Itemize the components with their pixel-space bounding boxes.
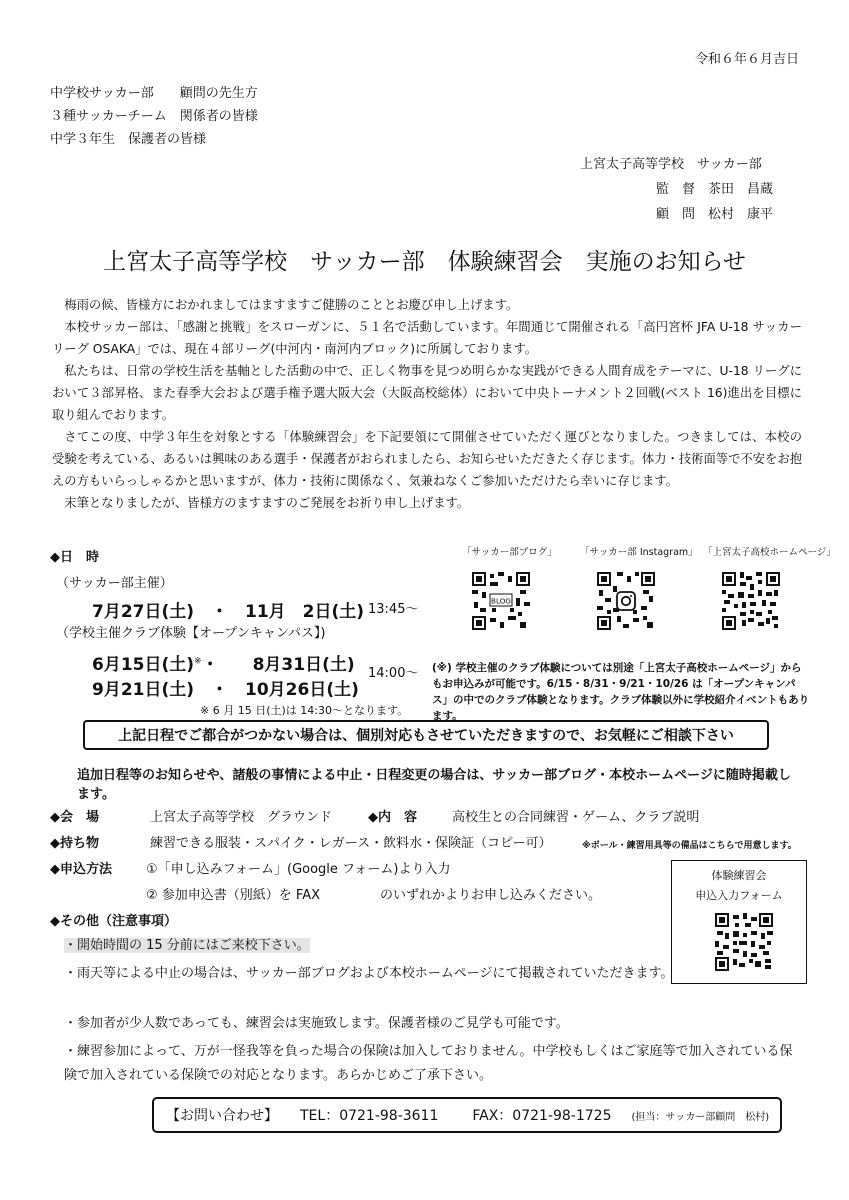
belongings-note: ※ボール・練習用具等の備品はこちらで用意します。 xyxy=(582,841,797,851)
content-value: 高校生との合同練習・ゲーム、クラブ説明 xyxy=(452,810,700,825)
qr-caption-blog: 「サッカー部ブログ」 xyxy=(462,547,557,558)
sender-advisor: 顧 問 松村 康平 xyxy=(656,207,774,222)
school-date-mark: ※ xyxy=(194,656,202,667)
soccer-host-label: （サッカー部主催） xyxy=(56,576,173,591)
form-box-title: 体験練習会 xyxy=(711,869,767,882)
body-para-1: 梅雨の候、皆様方におかれましてはますますご健勝のこととお慶び申し上げます。 xyxy=(64,298,519,312)
school-dates-1 xyxy=(92,650,355,675)
page-title: 上宮太子高等学校 サッカー部 体験練習会 実施のお知らせ xyxy=(103,249,746,275)
other-item-1-text: ・開始時間の 15 分前にはご来校下さい。 xyxy=(64,938,310,953)
sender-org: 上宮太子高等学校 サッカー部 xyxy=(580,157,762,172)
homepage-qr-code-icon[interactable] xyxy=(722,572,780,630)
school-time-note: ※ 6 月 15 日(土)は 14:30～となります。 xyxy=(200,704,409,717)
other-item-4: ・練習参加によって、万が一怪我等を負った場合の保険は加入しておりません。中学校もしくはご家庭等で加入されている保険で加入されている保険での対応となります。あらかじめご了承下さい。 xyxy=(64,1044,793,1083)
other-label: ◆その他（注意事項） xyxy=(50,914,177,929)
form-box-subtitle: 申込入力フォーム xyxy=(695,889,783,902)
blog-logo-text: BLOG xyxy=(491,596,511,606)
qr-caption-homepage: 「上宮太子高校ホームページ」 xyxy=(703,547,836,558)
school-host-label: （学校主催クラブ体験【オープンキャンパス】) xyxy=(56,626,326,641)
form-qr-code-icon[interactable] xyxy=(715,913,773,971)
recipient-2: ３種サッカーチーム 関係者の皆様 xyxy=(50,109,258,124)
additional-schedule-note: 追加日程等のお知らせや、諸般の事情による中止・日程変更の場合は、サッカー部ブログ・本校ホームページに随時掲載します。 xyxy=(77,768,791,802)
consultation-box xyxy=(83,720,769,750)
other-item-2: ・雨天等による中止の場合は、サッカー部ブログおよび本校ホームページにて掲載されていただきます。 xyxy=(64,966,674,981)
instagram-qr-code-icon[interactable] xyxy=(597,572,655,630)
apply-option-1: ①「申し込みフォーム」(Google フォーム)より入力 xyxy=(146,862,451,877)
issue-date: 令和６年６月吉日 xyxy=(694,52,799,67)
other-item-1 xyxy=(64,936,310,956)
contact-tel[interactable]: TEL：0721-98-3611 xyxy=(300,1108,439,1124)
blog-qr-code-icon[interactable] xyxy=(472,572,530,630)
apply-tail: のいずれかよりお申し込みください。 xyxy=(380,888,602,903)
contact-box xyxy=(152,1097,782,1133)
consultation-text: 上記日程でご都合がつかない場合は、個別対応もさせていただきますので、お気軽にご相談下さい xyxy=(118,728,734,744)
recipient-1: 中学校サッカー部 顧問の先生方 xyxy=(50,86,258,101)
apply-option-2: ② 参加申込書（別紙）を FAX xyxy=(146,888,321,903)
body-para-5: 末筆となりましたが、皆様方のますますのご発展をお祈り申し上げます。 xyxy=(64,496,470,510)
school-dates-2: 9月21日(土) ・ 10月26日(土) xyxy=(92,680,359,700)
belongings-value: 練習できる服装・スパイク・レガース・飲料水・保険証（コピー可） xyxy=(150,836,552,851)
contact-fax: FAX：0721-98-1725 xyxy=(472,1108,612,1124)
body-para-2: 本校サッカー部は、「感謝と挑戦」をスローガンに、５１名で活動しています。年間通じて開催される「高円宮杯 JFA U-18 サッカーリーグ OSAKA」では、現在４部リーグ(中河内・南河内ブロック)に所属しております。 xyxy=(52,320,802,356)
school-date-0831: ・ 8月31日(土) xyxy=(201,655,355,675)
apply-label: ◆申込方法 xyxy=(50,862,112,877)
qr-caption-instagram: 「サッカー部 Instagram」 xyxy=(580,547,698,558)
schedule-heading: ◆日 時 xyxy=(50,550,99,565)
body-para-4: さてこの度、中学３年生を対象とする「体験練習会」を下記要領にて開催させていただく運びとなりました。つきましては、本校の受験を考えている、あるいは興味のある選手・保護者がおられましたら、お知らせいただきたく存じます。体力・技術面等で不安をお抱えの方もいらっしゃるかと思いますが、体力・技術に関係なく、気兼ねなくご参加いただけたら幸いに存じます。 xyxy=(52,430,802,488)
club-experience-note: (※) 学校主催のクラブ体験については別途「上宮太子高校ホームページ」からもお申込みが可能です。6/15・8/31・9/21・10/26 は「オープンキャンパス」の中でのクラブ体験となります。クラブ体験以外に学校紹介イベントもあります。 xyxy=(432,662,810,722)
application-form-box[interactable] xyxy=(671,860,807,984)
sender-director: 監 督 茶田 昌蔵 xyxy=(656,182,774,197)
school-time: 14:00～ xyxy=(368,666,419,681)
soccer-time: 13:45～ xyxy=(368,602,419,617)
belongings-label: ◆持ち物 xyxy=(50,836,99,851)
soccer-dates: 7月27日(土) ・ 11月 2日(土) xyxy=(92,602,365,622)
contact-label: 【お問い合わせ】 xyxy=(166,1108,278,1124)
body-text xyxy=(52,294,802,514)
venue-value: 上宮太子高等学校 グラウンド xyxy=(150,810,333,825)
venue-label: ◆会 場 xyxy=(50,810,99,825)
recipient-3: 中学３年生 保護者の皆様 xyxy=(50,132,207,147)
other-item-3: ・参加者が少人数であっても、練習会は実施致します。保護者様のご見学も可能です。 xyxy=(64,1016,569,1031)
school-date-0615: 6月15日(土) xyxy=(92,655,195,675)
contact-staff: (担当：サッカー部顧問 松村) xyxy=(631,1111,770,1123)
content-label: ◆内 容 xyxy=(368,810,417,825)
body-para-3: 私たちは、日常の学校生活を基軸とした活動の中で、正しく物事を見つめ明らかな実践ができる人間育成をテーマに、U-18 リーグにおいて３部昇格、また春季大会および選手権予選大阪大会（大阪高校総体）において中央トーナメント２回戦(ベスト 16)進出を目標に取り組んでおります。 xyxy=(52,364,802,422)
